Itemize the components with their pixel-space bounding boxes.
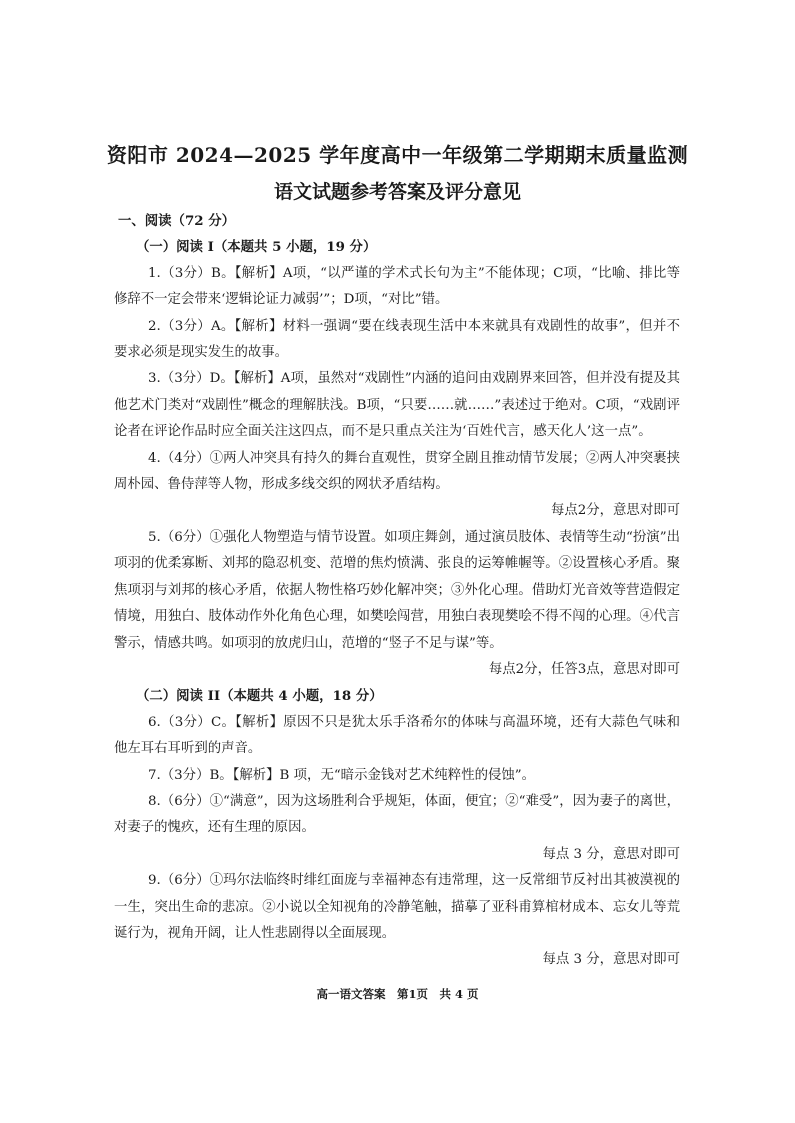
section-heading-reading: 一、阅读（72 分） — [118, 213, 236, 229]
answer-q2: 2.（3分）A。【解析】材料一强调“要在线表现生活中本来就具有戏剧性的故事”，但并不要求必须是现实发生的故事。 — [114, 318, 680, 361]
answer-q5: 5.（6分）①强化人物塑造与情节设置。如项庄舞剑，通过演员肢体、表情等生动“扮演”出项羽的优柔寡断、刘邦的隐忍机变、范增的焦灼愤满、张良的运筹帷幄等。②设置核心矛盾。聚焦项羽与刘邦的核心矛盾，依据人物性格巧妙化解冲突；③外化心理。借助灯光音效等营造假定情境，用独白、肢体动作外化角色心理，如樊哙闯营，用独白表现樊哙不得不闯的心理。④代言警示，情感共鸣。如项羽的放虎归山，范增的“竖子不足与谋”等。 — [114, 529, 680, 651]
answer-q7: 7.（3分）B。【解析】B 项，无“暗示金钱对艺术纯粹性的侵蚀”。 — [148, 767, 535, 783]
answer-q6: 6.（3分）C。【解析】原因不只是犹太乐手洛希尔的体味与高温环境，还有大蒜色气味和他左耳右耳听到的声音。 — [114, 714, 680, 757]
answer-q9: 9.（6分）①玛尔法临终时绯红面庞与幸福神态有违常理，这一反常细节反衬出其被漠视的一生，突出生命的悲凉。②小说以全知视角的冷静笔触，描摹了亚科甫算棺材成本、忘女儿等荒诞行为，视角开阔，让人性悲剧得以全面展现。 — [114, 873, 680, 941]
answer-content — [114, 208, 680, 974]
scoring-note-q8: 每点 3 分，意思对即可 — [542, 846, 680, 862]
answer-q3: 3.（3分）D。【解析】A项，虽然对“戏剧性”内涵的追问由戏剧界来回答，但并没有提及其他艺术门类对“戏剧性”概念的理解肤浅。B项，“只要……就……”表述过于绝对。C项，“戏剧评论者在评论作品时应全面关注这四点，而不是只重点关注为‘百姓代言，感天化人’这一点”。 — [114, 371, 680, 440]
document-subtitle: 语文试题参考答案及评分意见 — [273, 181, 521, 203]
scoring-note-q5: 每点2分，任答3点，意思对即可 — [488, 661, 680, 677]
part2-heading: （二）阅读 II（本题共 4 小题，18 分） — [136, 688, 383, 705]
answer-q4: 4.（4分）①两人冲突具有持久的舞台直观性，贯穿全剧且推动情节发展；②两人冲突裹挟周朴园、鲁侍萍等人物，形成多线交织的网状矛盾结构。 — [114, 450, 680, 493]
answer-q8: 8.（6分）①“满意”，因为这场胜利合乎规矩，体面，便宜；②“难受”，因为妻子的离世，对妻子的愧疚，还有生理的原因。 — [114, 793, 680, 836]
scoring-note-q9: 每点 3 分，意思对即可 — [542, 952, 680, 968]
page-footer: 高一语文答案 第1页 共 4 页 — [316, 987, 479, 1001]
part1-heading: （一）阅读 I（本题共 5 小题，19 分） — [136, 239, 377, 256]
document-title: 资阳市 2024—2025 学年度高中一年级第二学期期末质量监测 — [106, 143, 689, 167]
scoring-note-q4: 每点2分，意思对即可 — [550, 503, 680, 519]
answer-q1: 1.（3分）B。【解析】A项，“以严谨的学术式长句为主”不能体现；C项，“比喻、排比等修辞不一定会带来‘逻辑论证力减弱’”；D项，“对比”错。 — [114, 265, 680, 308]
